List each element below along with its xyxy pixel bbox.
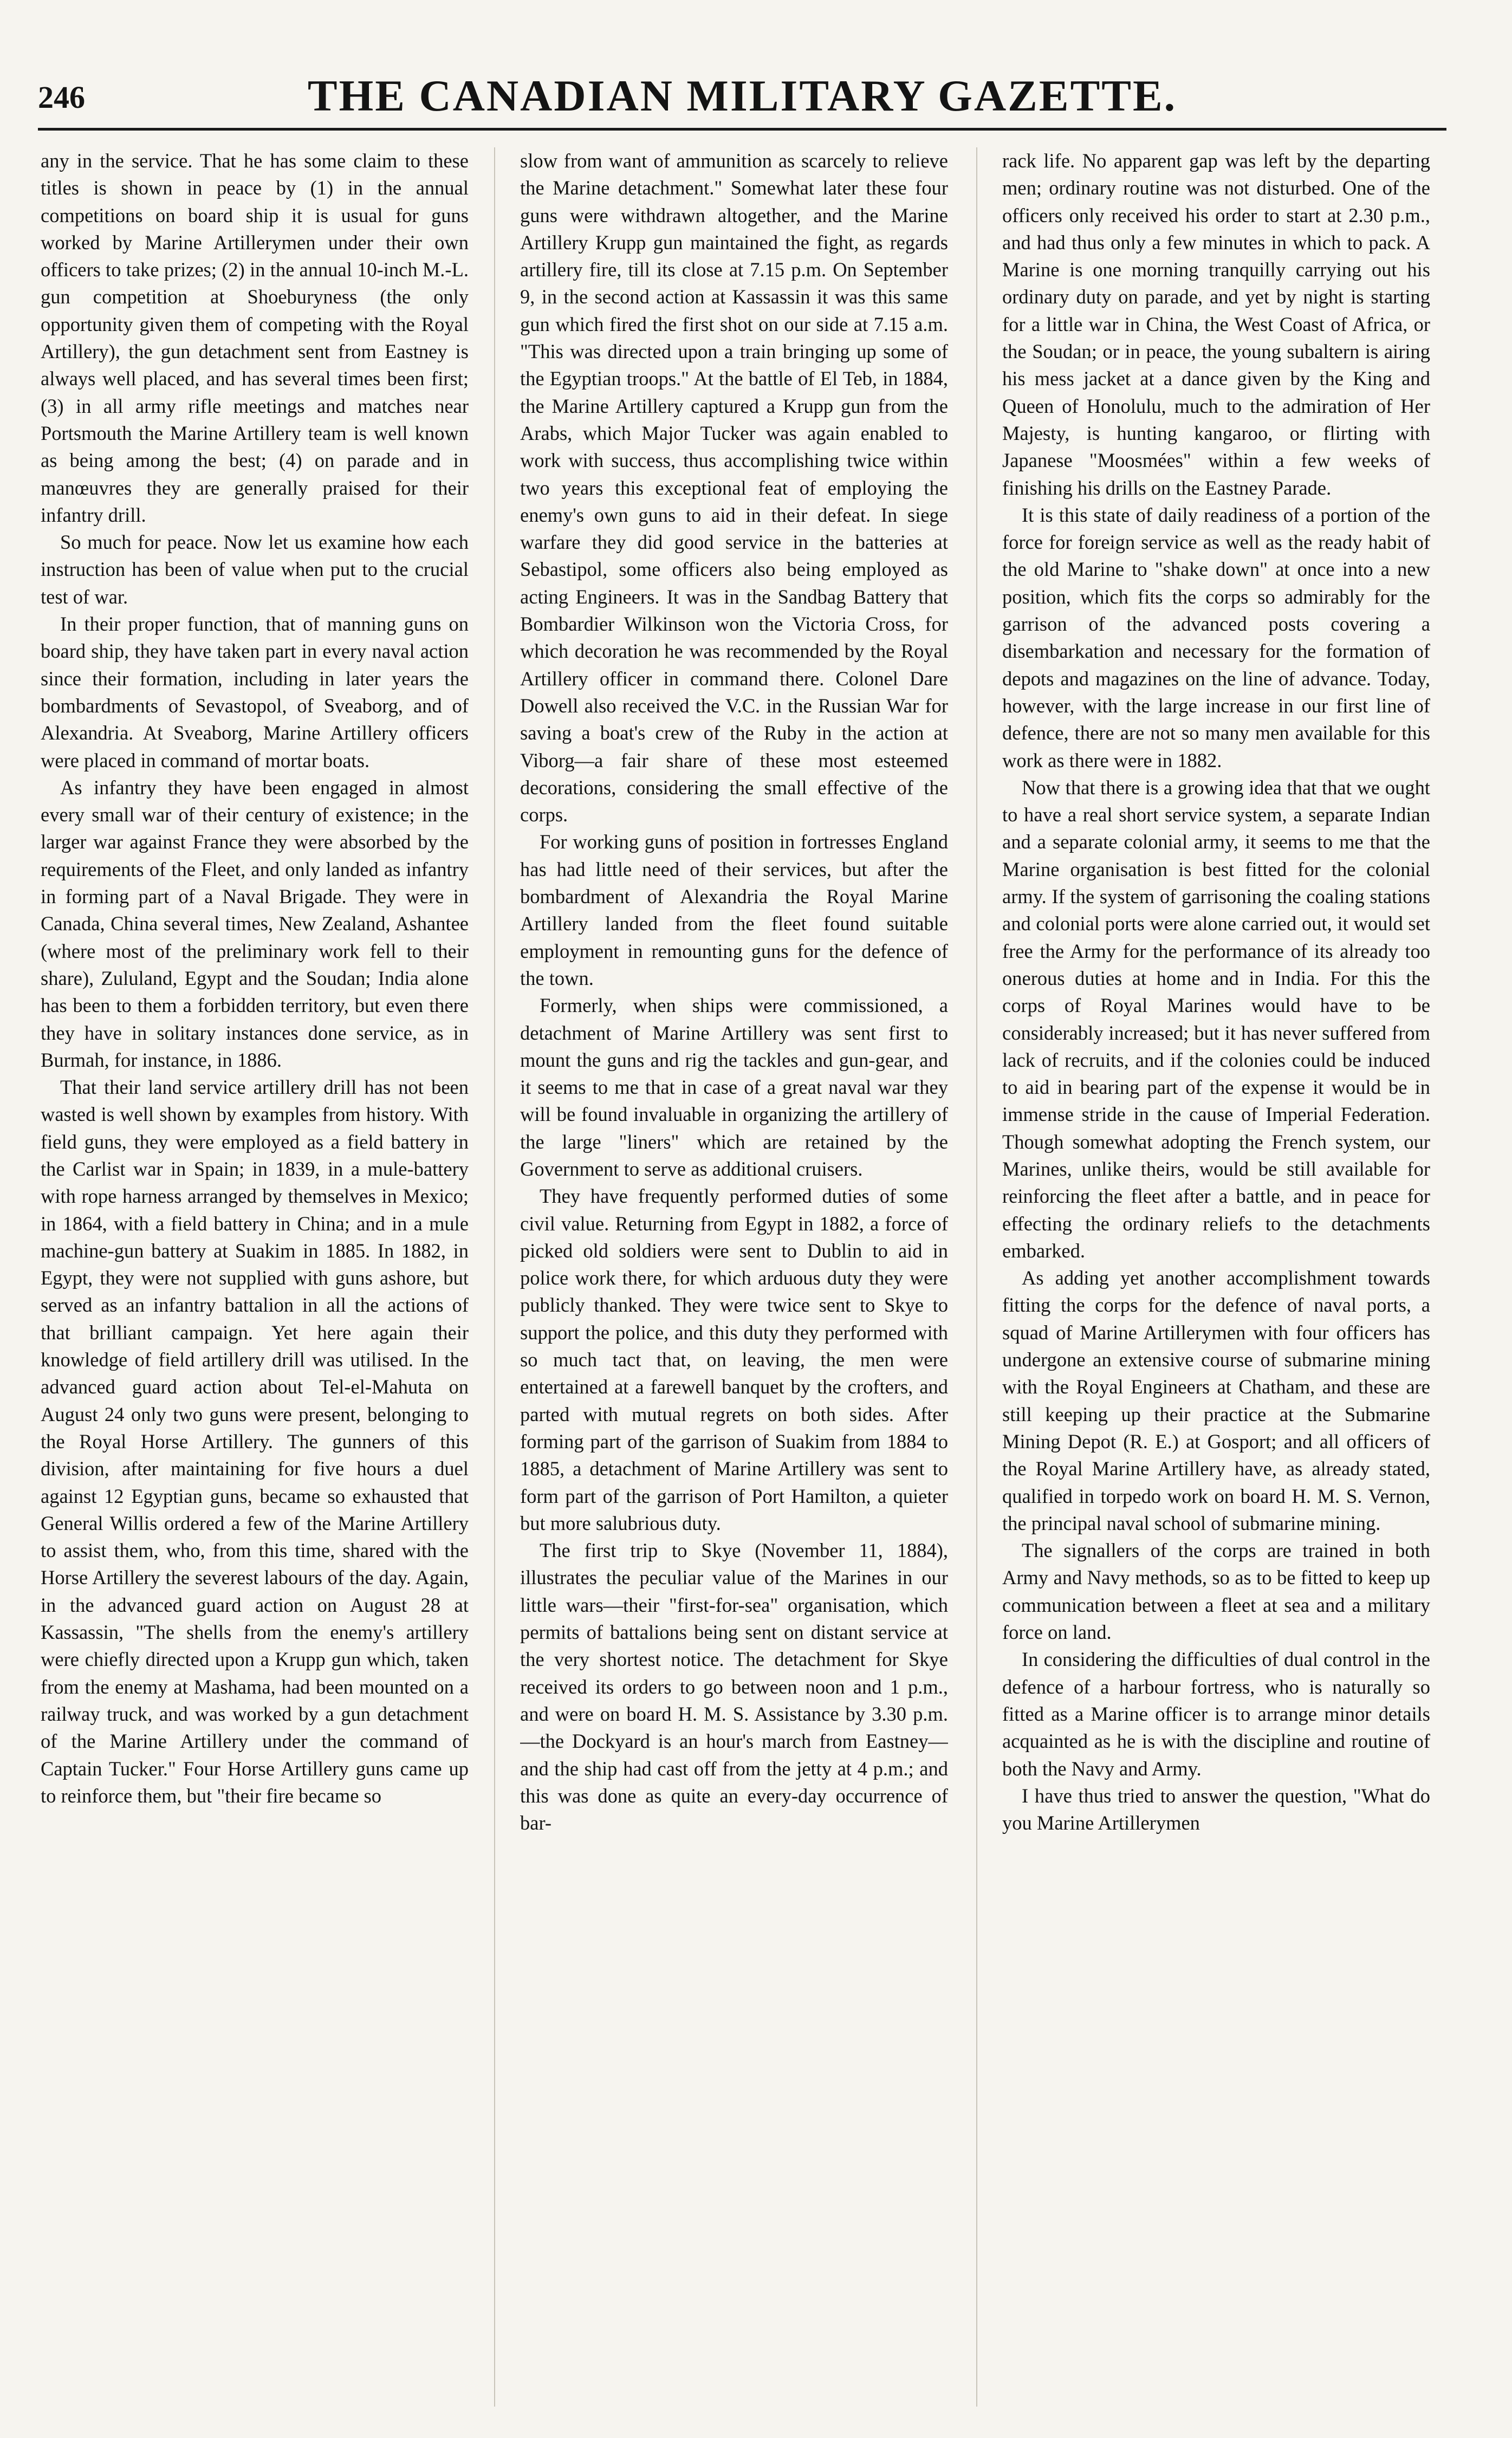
paragraph: In considering the difficulties of dual control in the defence of a harbour fortress, who is naturally so fitted as a Marine officer is to arrange minor details acquainted as he is with the discipline and routine of both the Navy and Army. <box>1002 1648 1430 1780</box>
paragraph: The first trip to Skye (November 11, 1884), illustrates the peculiar value of the Marines in our little wars—their "first-for-sea" organisation, which permits of battalions being sent on distant service at the very shortest notice. The detachment for Skye received its orders to go between noon and 1 p.m., and were on board H. M. S. Assistance by 3.30 p.m. —the Dockyard is an hour's march from Eastney—and the ship had cast off from the jetty at 4 p.m.; and this was done as quite an every-day occurrence of bar- <box>520 1539 948 1834</box>
paragraph: So much for peace. Now let us examine how each instruction has been of value when put to the crucial test of war. <box>41 531 469 608</box>
paragraph: any in the service. That he has some claim to these titles is shown in peace by (1) in the annual competitions on board ship it is usual for guns worked by Marine Artillerymen under their own officers to take prizes; (2) in the annual 10-inch M.-L. gun competition at Shoeburyness (the only opportunity given them of competing with the Royal Artillery), the gun detachment sent from Eastney is always well placed, and has several times been first; (3) in all army rifle meetings and matches near Portsmouth the Marine Artillery team is well known as being among the best; (4) on parade and in manœuvres they are generally praised for their infantry drill. <box>41 150 469 526</box>
paragraph: That their land service artillery drill has not been wasted is well shown by examples from history. With field guns, they were employed as a field battery in the Carlist war in Spain; in 1839, in a mule-battery with rope harness arranged by themselves in Mexico; in 1864, with a field battery in China; and in a mule machine-gun battery at Suakim in 1885. In 1882, in Egypt, they were not supplied with guns ashore, but served as an infantry battalion in all the actions of that brilliant campaign. Yet here again their knowledge of field artillery drill was utilised. In the advanced guard action about Tel-el-Mahuta on August 24 only two guns were present, belonging to the Royal Horse Artillery. The gunners of this division, after maintaining for five hours a duel against 12 Egyptian guns, became so exhausted that General Willis ordered a few of the Marine Artillery to assist them, who, from this time, shared with the Horse Artillery the severest labours of the day. Again, in the advanced guard action on August 28 at Kassassin, "The shells from the enemy's artillery were chiefly directed upon a Krupp gun which, taken from the enemy at Mashama, had been mounted on a railway truck, and was worked by a gun detachment of the Marine Artillery under the command of Captain Tucker." Four Horse Artillery guns came up to reinforce them, but "their fire became so <box>41 1076 469 1807</box>
paragraph: Formerly, when ships were commissioned, a detachment of Marine Artillery was sent first to mount the guns and rig the tackles and gun-gear, and it seems to me that in case of a great naval war they will be found invaluable in organizing the artillery of the large "liners" which are retained by the Government to serve as additional cruisers. <box>520 994 948 1180</box>
column-divider <box>494 147 495 2407</box>
paragraph: slow from want of ammunition as scarcely to relieve the Marine detachment." Somewhat later these four guns were withdrawn altogether, and the Marine Artillery Krupp gun maintained the fight, as regards artillery fire, till its close at 7.15 p.m. On September 9, in the second action at Kassassin it was this same gun which fired the first shot on our side at 7.15 a.m. "This was directed upon a train bringing up some of the Egyptian troops." At the battle of El Teb, in 1884, the Marine Artillery captured a Krupp gun from the Arabs, which Major Tucker was again enabled to work with success, thus accomplishing twice within two years this exceptional feat of employing the enemy's own guns to aid in their defeat. In siege warfare they did good service in the batteries at Sebastipol, some officers also being employed as acting Engineers. It was in the Sandbag Battery that Bombardier Wilkinson won the Victoria Cross, for which decoration he was recommended by the Royal Artillery officer in command there. Colonel Dare Dowell also received the V.C. in the Russian War for saving a boat's crew of the Ruby in the action at Viborg—a fair share of these most esteemed decorations, considering the small effective of the corps. <box>520 150 948 826</box>
page-header <box>38 64 1446 131</box>
paragraph: It is this state of daily readiness of a portion of the force for foreign service as well as the ready habit of the old Marine to "shake down" at once into a new position, which fits the corps so admirably for the garrison of the advanced posts covering a disembarkation and necessary for the formation of depots and magazines on the line of advance. Today, however, with the large increase in our first line of defence, there are not so many men available for this work as there were in 1882. <box>1002 503 1430 771</box>
paragraph: In their proper function, that of manning guns on board ship, they have taken part in every naval action since their formation, including in later years the bombardments of Sevastopol, of Sveaborg, and of Alexandria. At Sveaborg, Marine Artillery officers were placed in command of mortar boats. <box>41 613 469 771</box>
article-column-2 <box>520 147 948 2407</box>
paragraph: As infantry they have been engaged in almost every small war of their century of existence; in the larger war against France they were absorbed by the requirements of the Fleet, and only landed as infantry in forming part of a Naval Brigade. They were in Canada, China several times, New Zealand, Ashantee (where most of the preliminary work fell to their share), Zululand, Egypt and the Soudan; India alone has been to them a forbidden territory, but even there they have in solitary instances done service, as in Burmah, for instance, in 1886. <box>41 776 469 1071</box>
paragraph: As adding yet another accomplishment towards fitting the corps for the defence of naval ports, a squad of Marine Artillerymen with four officers has undergone an extensive course of submarine mining with the Royal Engineers at Chatham, and these are still keeping up their practice at the Submarine Mining Depot (R. E.) at Gosport; and all officers of the Royal Marine Artillery have, as already stated, qualified in torpedo work on board H. M. S. Vernon, the principal naval school of submarine mining. <box>1002 1267 1430 1534</box>
article-column-1 <box>41 147 469 2407</box>
paragraph: The signallers of the corps are trained in both Army and Navy methods, so as to be fitted to keep up communication between a fleet at sea and a military force on land. <box>1002 1539 1430 1644</box>
article-column-3 <box>1002 147 1430 2407</box>
paragraph: rack life. No apparent gap was left by the departing men; ordinary routine was not disturbed. One of the officers only received his order to start at 2.30 p.m., and had thus only a few minutes in which to pack. A Marine is one morning tranquilly carrying out his ordinary duty on parade, and yet by night is starting for a little war in China, the West Coast of Africa, or the Soudan; or in peace, the young subaltern is airing his mess jacket at a dance given by the King and Queen of Honolulu, much to the admiration of Her Majesty, is hunting kangaroo, or flirting with Japanese "Moosmées" within a few weeks of finishing his drills on the Eastney Parade. <box>1002 150 1430 499</box>
paragraph: I have thus tried to answer the question, "What do you Marine Artillerymen <box>1002 1784 1430 1834</box>
paragraph: Now that there is a growing idea that that we ought to have a real short service system, a separate Indian and a separate colonial army, it seems to me that the Marine organisation is best fitted for the colonial army. If the system of garrisoning the coaling stations and colonial ports were alone carried out, it would set free the Army for the performance of its already too onerous duties at home and in India. For this the corps of Royal Marines would have to be considerably increased; but it has never suffered from lack of recruits, and if the colonies could be induced to aid in bearing part of the expense it would be in immense stride in the cause of Imperial Federation. Though somewhat adopting the French system, our Marines, unlike theirs, would be still available for reinforcing the fleet after a battle, and in peace for effecting the ordinary reliefs to the detachments embarked. <box>1002 776 1430 1262</box>
paragraph: They have frequently performed duties of some civil value. Returning from Egypt in 1882, a force of picked old soldiers were sent to Dublin to aid in police work there, for which arduous duty they were publicly thanked. They were twice sent to Skye to support the police, and this duty they performed with so much tact that, on leaving, the men were entertained at a farewell banquet by the crofters, and parted with mutual regrets on both sides. After forming part of the garrison of Suakim from 1884 to 1885, a detachment of Marine Artillery was sent to form part of the garrison of Port Hamilton, a quieter but more salubrious duty. <box>520 1185 948 1534</box>
publication-title: THE CANADIAN MILITARY GAZETTE. <box>307 71 1177 120</box>
paragraph: For working guns of position in fortresses England has had little need of their services, but after the bombardment of Alexandria the Royal Marine Artillery landed from the fleet found suitable employment in remounting guns for the defence of the town. <box>520 831 948 989</box>
page-number: 246 <box>38 80 85 115</box>
column-divider <box>976 147 977 2407</box>
